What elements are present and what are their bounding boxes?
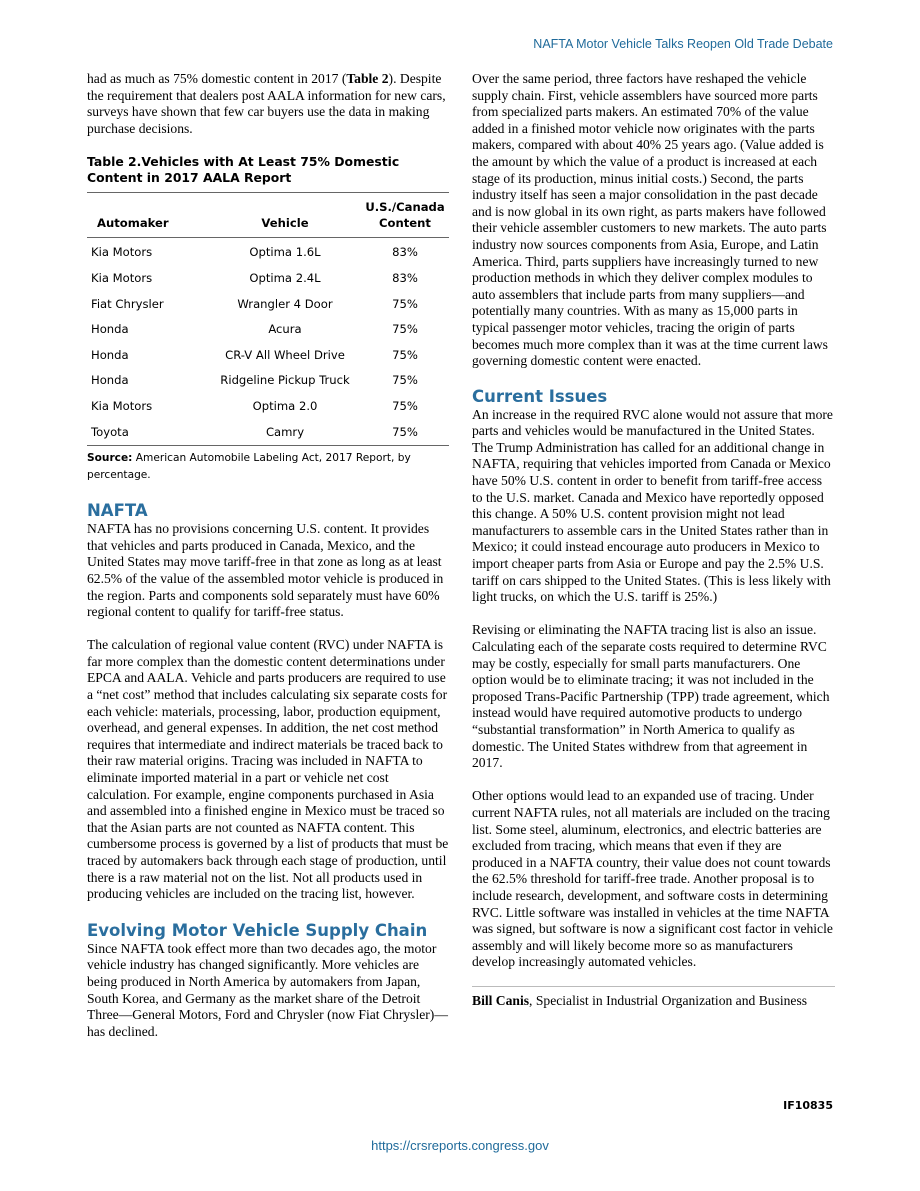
- table-row: [87, 343, 449, 369]
- source-text: American Automobile Labeling Act, 2017 Report, by percentage.: [87, 452, 411, 482]
- cell-automaker: Kia Motors: [91, 398, 153, 413]
- left-column: [87, 71, 449, 1040]
- table-title: Table 2.Vehicles with At Least 75% Domestic Content in 2017 AALA Report: [87, 154, 400, 186]
- section-heading-nafta: NAFTA: [87, 501, 148, 521]
- author-block: [472, 986, 835, 1010]
- footer-url-link[interactable]: https://crsreports.congress.gov: [371, 1138, 549, 1153]
- cell-content: 75%: [392, 424, 418, 439]
- cell-automaker: Toyota: [91, 424, 129, 439]
- cell-content: 75%: [392, 347, 418, 362]
- table-row: [87, 238, 449, 266]
- header-content: U.S./Canada Content: [365, 200, 445, 231]
- supply-chain-paragraph-1: Since NAFTA took effect more than two decades ago, the motor vehicle industry has changed significantly. More vehicles are being produced in North America by automakers from Japan, South Korea, and Germany as the market share of the Detroit Three—General Motors, Ford and Chrysler (now Fiat Chrysler)—has declined.: [87, 940, 448, 1039]
- table-row: [87, 292, 449, 318]
- table-row: [87, 317, 449, 343]
- current-issues-paragraph-2: Revising or eliminating the NAFTA tracing list is also an issue. Calculating each of the separate costs required to determine RVC may be costly, especially for small parts manufacturers. One option would be to eliminate tracing; it was not included in the proposed Trans-Pacific Partnership (TPP) trade agreement, which instead would have required automotive products to undergo “substantial transformation” in North America to qualify as domestic. The United States withdrew from that agreement in 2017.: [472, 622, 830, 771]
- cell-vehicle: Optima 1.6L: [249, 245, 321, 260]
- cell-content: 75%: [392, 373, 418, 388]
- current-issues-paragraph-3: Other options would lead to an expanded use of tracing. Under current NAFTA rules, not all materials are included on the tracing list. Some steel, aluminum, electronics, and electric batteries are excluded from tracing, which means that even if they are produced in a NAFTA country, their value does not count towards the 62.5% threshold for tariff-free trade. Another proposal is to include research, development, and software costs in determining RVC. Little software was installed in vehicles at the time NAFTA was signed, but software is now a significant cost factor in vehicle assembly and will likely become more so as manufacturers develop increasingly automated vehicles.: [472, 788, 833, 970]
- cell-vehicle: Wrangler 4 Door: [237, 296, 333, 311]
- intro-text-before: had as much as 75% domestic content in 2017 (: [87, 71, 347, 86]
- cell-content: 83%: [392, 245, 418, 260]
- cell-content: 75%: [392, 322, 418, 337]
- domestic-content-table: [87, 192, 449, 446]
- table-row: [87, 368, 449, 394]
- section-heading-supply-chain: Evolving Motor Vehicle Supply Chain: [87, 920, 428, 940]
- running-header-title: NAFTA Motor Vehicle Talks Reopen Old Trade Debate: [533, 37, 833, 51]
- intro-paragraph: [87, 71, 449, 137]
- cell-vehicle: Optima 2.0: [252, 398, 318, 413]
- cell-automaker: Kia Motors: [91, 245, 153, 260]
- table-reference: Table 2: [346, 71, 389, 86]
- intro-text-after: ). Despite the requirement that dealers post AALA information for new cars, surveys have shown that few car buyers use the data in making purchase decisions.: [87, 71, 446, 136]
- cell-content: 75%: [392, 398, 418, 413]
- cell-vehicle: Ridgeline Pickup Truck: [220, 373, 350, 388]
- section-heading-current-issues: Current Issues: [472, 386, 608, 406]
- cell-automaker: Honda: [91, 373, 129, 388]
- nafta-paragraph-1: NAFTA has no provisions concerning U.S. content. It provides that vehicles and parts produced in Canada, Mexico, and the United States may move tariff-free in that zone as long as at least 62.5% of the value of the assembled motor vehicle is produced in the region. Parts and components sold separately must have 60% regional content to qualify for tariff-free status.: [87, 521, 444, 620]
- current-issues-paragraph-1: An increase in the required RVC alone would not assure that more parts and vehicles would be manufactured in the United States. The Trump Administration has called for an additional change in NAFTA, requiring that vehicles imported from Canada or Mexico have 50% U.S. content in order to benefit from tariff-free access to the U.S. market. Canada and Mexico have reportedly opposed this change. A 50% U.S. content provision might not lead manufacturers to assemble cars in the United States rather than in Mexico; it could instead encourage auto producers in Mexico to import cheaper parts from Asia or Europe and pay the 2.5% U.S. tariff on cars shipped to the United States. (This is less likely with light trucks, on which the U.S. tariff is 25%.): [472, 406, 833, 605]
- table-header-row: [87, 193, 449, 238]
- nafta-paragraph-2: The calculation of regional value content (RVC) under NAFTA is far more complex than the domestic content determinations under EPCA and AALA. Vehicle and parts producers are required to use a “net cost” method that includes calculating six separate costs for each vehicle: materials, processing, labor, production equipment, overhead, and general expenses. In addition, the net cost method requires that intermediate and indirect materials be traced back to their raw material origins. Tracing was included in NAFTA to eliminate imported material in a part or vehicle net cost calculation. For example, engine components purchased in Asia and assembled into a finished engine in Mexico must be traced so that the Asian parts are not counted as NAFTA content. This cumbersome process is governed by a list of products that must be traced by automakers back through each stage of production, until there is a raw material not on the list. Not all products used in producing vehicles are included on the tracing list, however.: [87, 637, 449, 902]
- table-row: [87, 266, 449, 292]
- cell-vehicle: Acura: [268, 322, 302, 337]
- cell-content: 83%: [392, 270, 418, 285]
- cell-automaker: Kia Motors: [91, 270, 153, 285]
- table-row: [87, 420, 449, 446]
- source-label: Source:: [87, 452, 133, 465]
- cell-automaker: Honda: [91, 322, 129, 337]
- cell-vehicle: Camry: [265, 424, 305, 439]
- cell-content: 75%: [392, 296, 418, 311]
- supply-chain-paragraph-2: Over the same period, three factors have reshaped the vehicle supply chain. First, vehicle assemblers have sourced more parts from specialized parts makers. An estimated 70% of the value added in a finished motor vehicle now originates with the parts makers, compared with about 40% 25 years ago. (Value added is the amount by which the value of a product is increased at each stage of its production, minus initial costs.) Second, the parts industry itself has seen a major consolidation in the past decade and is now global in its own right, as parts makers have followed their vehicle assembler customers to new markets. The auto parts industry now sources components from Asia, Europe, and Latin America. Third, parts suppliers have increasingly turned to new production methods in which they deliver complex modules to auto assemblers that include parts from many suppliers—and potentially many countries. With as many as 15,000 parts in typical passenger motor vehicles, tracing the origin of parts becomes much more complex than it was at the time current laws governing domestic content were enacted.: [472, 71, 828, 369]
- cell-automaker: Honda: [91, 347, 129, 362]
- table-source-note: [87, 450, 449, 484]
- right-column: [472, 71, 835, 1009]
- cell-vehicle: CR-V All Wheel Drive: [225, 347, 345, 362]
- author-title: , Specialist in Industrial Organization and Business: [529, 992, 808, 1008]
- table-row: [87, 394, 449, 420]
- cell-vehicle: Optima 2.4L: [249, 270, 321, 285]
- author-name: Bill Canis: [472, 992, 530, 1008]
- header-vehicle: Vehicle: [261, 216, 309, 231]
- cell-automaker: Fiat Chrysler: [91, 296, 164, 311]
- report-id: IF10835: [783, 1099, 833, 1112]
- header-automaker: Automaker: [97, 216, 169, 231]
